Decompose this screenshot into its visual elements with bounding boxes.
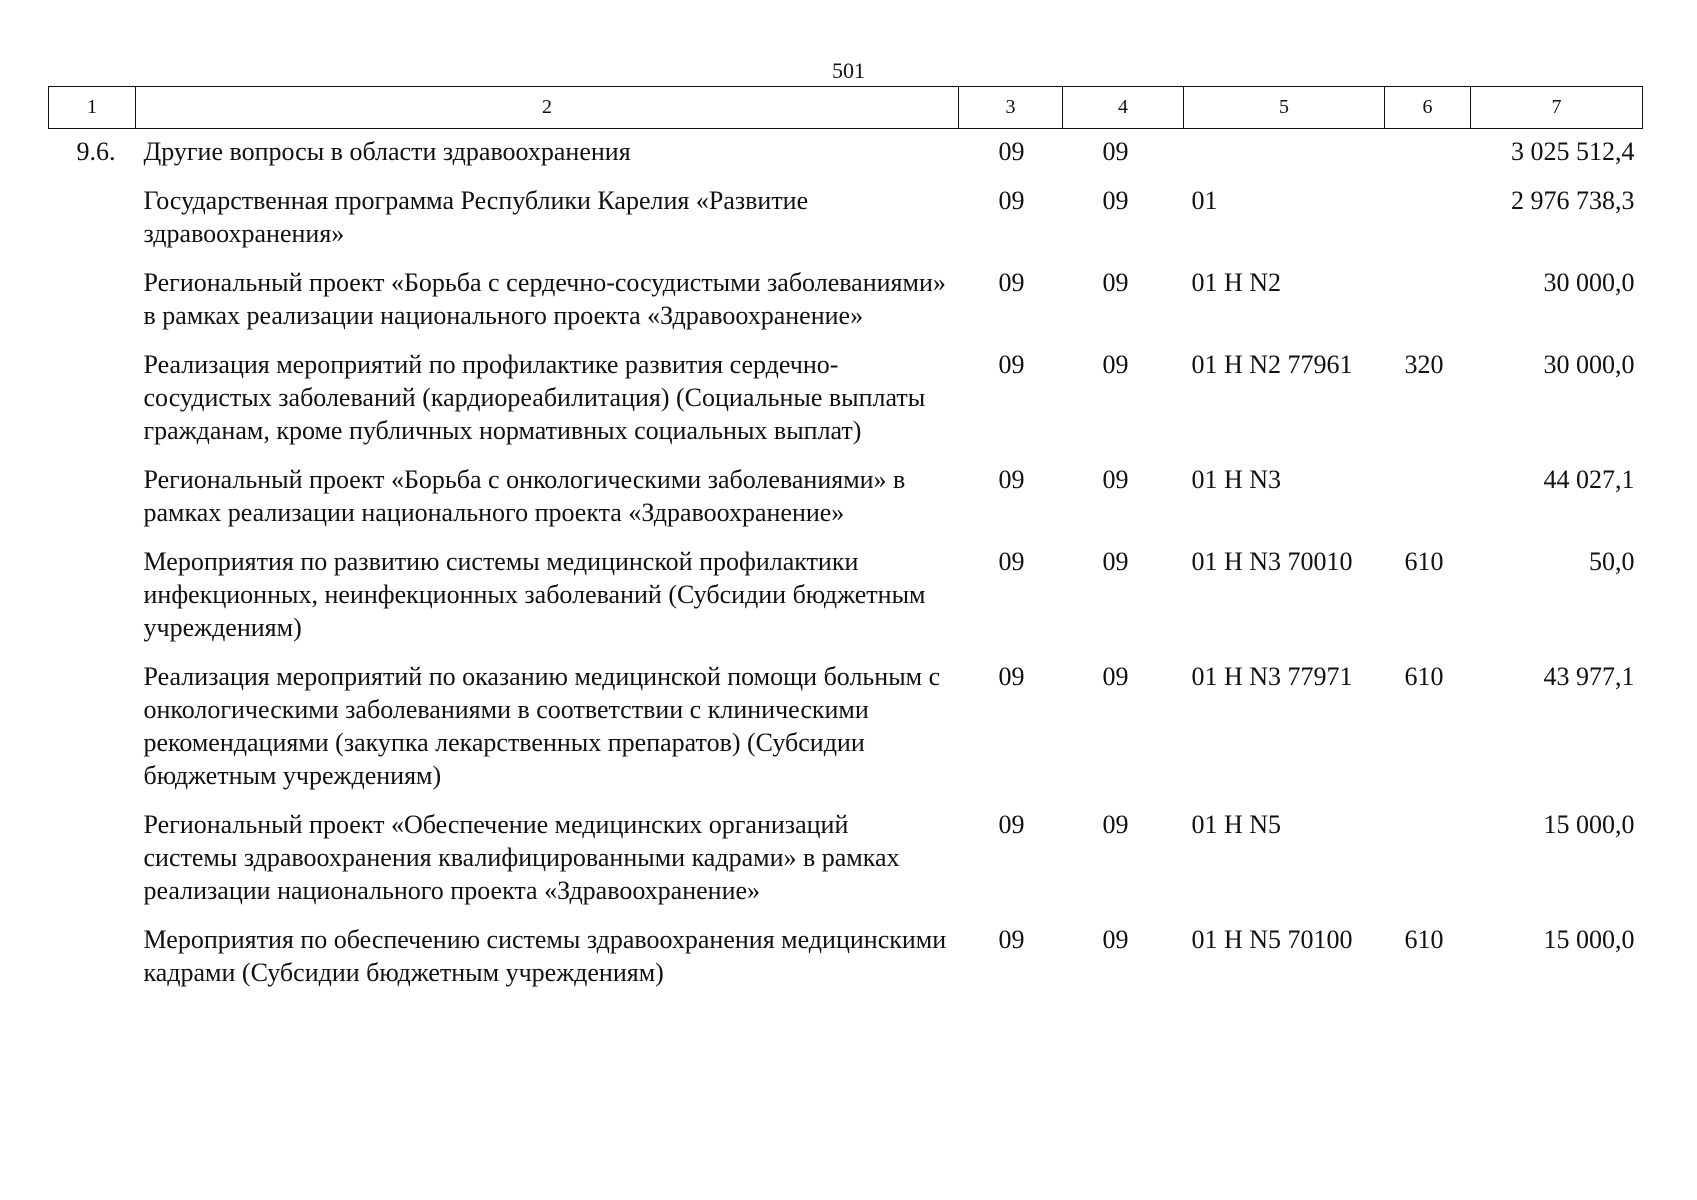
expense-type-code (1385, 184, 1471, 266)
amount: 30 000,0 (1543, 350, 1635, 379)
row-name: Региональный проект «Борьба с сердечно-сосудистыми заболеваниями» в рамках реализации национального проекта «Здравоохранение» (143, 268, 946, 330)
amount: 15 000,0 (1543, 810, 1635, 839)
expense-type-code: 610 (1404, 662, 1444, 691)
subsection-code: 09 (1102, 465, 1129, 494)
target-code: 01 Н N3 77971 (1191, 662, 1353, 691)
column-header: 6 (1385, 87, 1471, 129)
section-code: 09 (998, 268, 1025, 297)
section-code: 09 (998, 810, 1025, 839)
budget-table (48, 86, 1643, 1005)
target-code: 01 Н N5 70100 (1191, 925, 1353, 954)
amount: 50,0 (1589, 547, 1635, 576)
table-header-row (49, 87, 1643, 129)
table-row (49, 545, 1643, 660)
column-header: 3 (959, 87, 1063, 129)
row-number (49, 660, 136, 808)
subsection-code: 09 (1102, 547, 1129, 576)
section-code: 09 (998, 662, 1025, 691)
target-code: 01 Н N2 77961 (1191, 350, 1353, 379)
row-number (49, 266, 136, 348)
table-row (49, 348, 1643, 463)
row-number (49, 463, 136, 545)
expense-type-code: 610 (1404, 925, 1444, 954)
subsection-code: 09 (1102, 925, 1129, 954)
expense-type-code (1385, 463, 1471, 545)
target-code: 01 Н N3 70010 (1191, 547, 1353, 576)
row-number (49, 808, 136, 923)
table-row (49, 463, 1643, 545)
table-row (49, 266, 1643, 348)
expense-type-code (1385, 129, 1471, 185)
target-code (1184, 129, 1385, 185)
table-row (49, 129, 1643, 185)
row-name: Государственная программа Республики Карелия «Развитие здравоохранения» (143, 186, 809, 248)
column-header: 5 (1184, 87, 1385, 129)
row-name: Региональный проект «Борьба с онкологическими заболеваниями» в рамках реализации национального проекта «Здравоохранение» (143, 465, 906, 527)
amount: 2 976 738,3 (1511, 186, 1635, 215)
target-code: 01 Н N2 (1191, 268, 1282, 297)
page-number: 501 (832, 58, 865, 83)
row-number (49, 184, 136, 266)
amount: 15 000,0 (1543, 925, 1635, 954)
expense-type-code: 610 (1404, 547, 1444, 576)
table-row (49, 923, 1643, 1005)
column-header: 4 (1063, 87, 1184, 129)
table-row (49, 808, 1643, 923)
amount: 44 027,1 (1543, 465, 1635, 494)
section-code: 09 (998, 925, 1025, 954)
target-code: 01 Н N5 (1191, 810, 1282, 839)
table-row (49, 184, 1643, 266)
row-number (49, 923, 136, 1005)
table-row (49, 660, 1643, 808)
expense-type-code: 320 (1404, 350, 1444, 379)
amount: 3 025 512,4 (1511, 137, 1635, 166)
section-code: 09 (998, 186, 1025, 215)
row-number (49, 348, 136, 463)
row-name: Реализация мероприятий по оказанию медицинской помощи больным с онкологическими заболеваниями в соответствии с клиническими рекомендациями (закупка лекарственных препаратов) (Субсидии бюджетным учреждениям) (143, 662, 941, 790)
subsection-code: 09 (1102, 137, 1129, 166)
section-code: 09 (998, 547, 1025, 576)
section-code: 09 (998, 137, 1025, 166)
subsection-code: 09 (1102, 268, 1129, 297)
subsection-code: 09 (1102, 186, 1129, 215)
row-name: Другие вопросы в области здравоохранения (143, 137, 631, 166)
expense-type-code (1385, 808, 1471, 923)
row-name: Мероприятия по развитию системы медицинской профилактики инфекционных, неинфекционных заболеваний (Субсидии бюджетным учреждениям) (143, 547, 926, 642)
row-number: 9.6. (76, 137, 116, 166)
expense-type-code (1385, 266, 1471, 348)
row-name: Региональный проект «Обеспечение медицинских организаций системы здравоохранения квалифицированными кадрами» в рамках реализации национального проекта «Здравоохранение» (143, 810, 900, 905)
column-header: 1 (49, 87, 136, 129)
subsection-code: 09 (1102, 350, 1129, 379)
subsection-code: 09 (1102, 662, 1129, 691)
target-code: 01 (1191, 186, 1218, 215)
amount: 43 977,1 (1543, 662, 1635, 691)
target-code: 01 Н N3 (1191, 465, 1282, 494)
amount: 30 000,0 (1543, 268, 1635, 297)
section-code: 09 (998, 350, 1025, 379)
section-code: 09 (998, 465, 1025, 494)
row-name: Мероприятия по обеспечению системы здравоохранения медицинскими кадрами (Субсидии бюджетным учреждениям) (143, 925, 947, 987)
column-header: 7 (1471, 87, 1643, 129)
row-name: Реализация мероприятий по профилактике развития сердечно-сосудистых заболеваний (кардиореабилитация) (Социальные выплаты гражданам, кроме публичных нормативных социальных выплат) (143, 350, 926, 445)
column-header: 2 (136, 87, 959, 129)
row-number (49, 545, 136, 660)
subsection-code: 09 (1102, 810, 1129, 839)
